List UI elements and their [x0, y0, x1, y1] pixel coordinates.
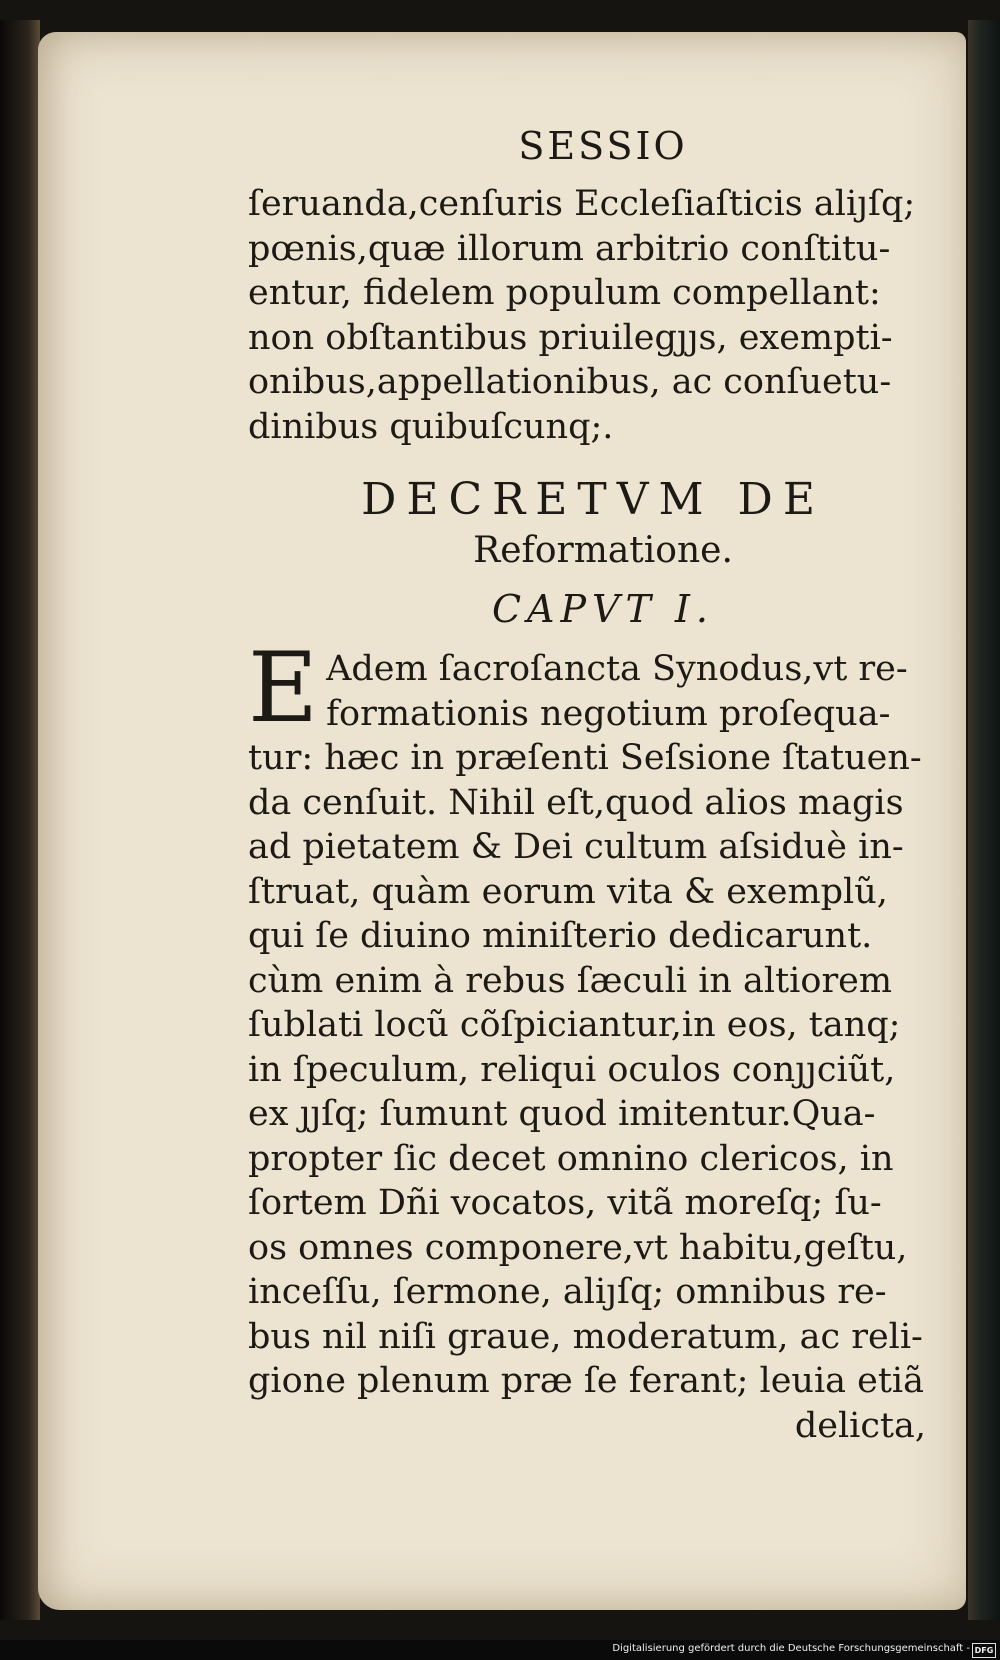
text-line: da cenſuit. Nihil eſt,quod alios magis [248, 782, 904, 823]
text-line: ex ȷȷſq; ſumunt quod imitentur.Qua- [248, 1094, 876, 1134]
text-line: entur, fidelem populum compellant: [248, 273, 881, 313]
text-line: in ſpeculum, reliqui oculos conȷȷciũt, [248, 1049, 896, 1090]
text-line: formationis negotium proſequa- [326, 693, 891, 734]
text-line: ad pietatem & Dei cultum aſsiduè in- [248, 827, 904, 867]
text-line: qui ſe diuino miniſterio dedicarunt. [248, 916, 873, 956]
text-line: ſtruat, quàm eorum vita & exemplũ, [248, 871, 888, 912]
text-line: bus nil niſi graue, moderatum, ac reli- [248, 1316, 923, 1357]
text-line: inceſſu, ſermone, aliȷſq; omnibus re- [248, 1272, 887, 1312]
text-line: ſublati locũ cõſpiciantur,in eos, tanq; [248, 1005, 901, 1045]
text-line: onibus,appellationibus, ac conſuetu- [248, 362, 892, 402]
footer-credit: Digitalisierung gefördert durch die Deutsche Forschungsgemeinschaft - [612, 1643, 970, 1654]
text-line: propter ſic decet omnino clericos, in [248, 1138, 894, 1179]
text-line: non obſtantibus priuilegȷȷs, exempti- [248, 317, 893, 358]
text-line: tur: hæc in præſenti Seſsione ſtatuen- [248, 738, 922, 778]
dfg-logo-icon: DFG [972, 1643, 996, 1658]
chapter-body [248, 632, 938, 1448]
text-line: Adem ſacroſancta Synodus,vt re- [326, 649, 908, 689]
text-line: pœnis,quæ illorum arbitrio conſtitu- [248, 228, 891, 269]
book-edge-right [968, 20, 1000, 1620]
page-text-block [248, 120, 938, 1448]
text-line: gione plenum præ ſe ferant; leuia etiã [248, 1361, 924, 1401]
catchword: delicta, [794, 1405, 926, 1446]
drop-initial: E [248, 632, 319, 744]
text-line: ſortem Dñi vocatos, vitã moreſq; ſu- [248, 1183, 882, 1223]
decree-subtitle: Reformatione. [473, 530, 733, 571]
text-line: cùm enim à rebus ſæculi in altiorem [248, 960, 893, 1001]
book-edge-left [0, 20, 40, 1620]
chapter-heading: CAPVT I. [491, 587, 715, 631]
text-line: dinibus quibuſcunq;. [248, 406, 614, 447]
text-line: ſeruanda,cenſuris Eccleſiaſticis aliȷſq; [248, 184, 916, 224]
running-head: SESSIO [518, 124, 688, 168]
decree-title: DECRETVM DE [361, 474, 825, 525]
text-line: os omnes componere,vt habitu,geſtu, [248, 1227, 908, 1268]
